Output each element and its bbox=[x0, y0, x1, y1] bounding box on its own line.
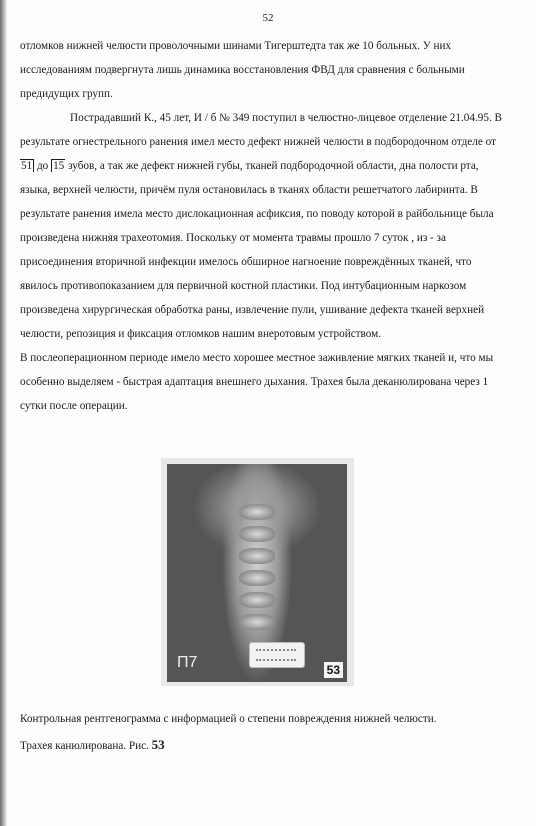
vertebra-shadow bbox=[239, 504, 275, 520]
xray-figure bbox=[161, 458, 354, 686]
body-text bbox=[20, 34, 506, 418]
case-text-part1: Пострадавший К., 45 лет, И / б № 349 поступил в челюстно-лицевое отделение 21.04.95. В результате огнестрельного ранения имел место дефект нижней челюсти в подбородочном отделе от bbox=[20, 112, 503, 148]
case-text-part2: зубов, а так же дефект нижней губы, тканей подбородочной области, дна полости рта, языка, верхней челюсти, причём пуля остановилась в тканях области решетчатого лабиринта. В результате ранения имела место дислокационная асфиксия, по поводу которой в райбольнице была произведена нижняя трахеотомия. Поскольку от момента травмы прошло 7 суток , из - за присоединения вторичной инфекции имелось обширное нагноение повреждённых тканей, что явилось противопоказанием для первичной костной пластики. Под интубационным наркозом произведена хирургическая обработка раны, извлечение пули, ушивание дефекта тканей верхней челюсти, репозиция и фиксация отломков нашим внеротовым устройством. bbox=[20, 160, 494, 340]
tooth-from-digit-b: 1 bbox=[26, 160, 33, 172]
fixation-device bbox=[249, 642, 305, 668]
vertebra-shadow bbox=[239, 526, 275, 542]
paragraph-postop: В послеоперационном периоде имело место хорошее местное заживление мягких тканей и, что мы особенно выделяем - быстрая адаптация внешнего дыхания. Трахея была деканюлирована через 1 сутки после операции. bbox=[20, 352, 494, 412]
caption-figure-ref: 53 bbox=[151, 737, 165, 752]
vertebra-shadow bbox=[239, 548, 275, 564]
figure-caption bbox=[20, 707, 520, 759]
paragraph-intro: отломков нижней челюсти проволочными шинами Тигерштедта так же 10 больных. У них исследованиям подвергнута лишь динамика восстановления ФВД для сравнения с больными предидущих групп. bbox=[20, 40, 465, 100]
figure-number-label: 53 bbox=[324, 662, 343, 678]
caption-line-2-text: Трахея канюлирована. Рис. bbox=[20, 740, 152, 752]
tooth-formula-from bbox=[20, 159, 34, 172]
xray-image bbox=[167, 464, 347, 682]
scan-edge-shadow bbox=[0, 0, 7, 826]
page-number: 52 bbox=[262, 12, 274, 24]
vertebra-shadow bbox=[239, 614, 275, 630]
tooth-to-digit-b: 5 bbox=[58, 160, 65, 172]
tooth-from-digit-a: 5 bbox=[21, 160, 27, 172]
tooth-formula-to bbox=[51, 159, 65, 172]
tooth-to-digit-a: 1 bbox=[53, 160, 59, 172]
case-text-between: до bbox=[34, 160, 52, 172]
vertebra-shadow bbox=[239, 592, 275, 608]
film-marker: Π7 bbox=[177, 654, 198, 671]
caption-line-1: Контрольная рентгенограмма с информацией о степени повреждения нижней челюсти. bbox=[20, 713, 437, 725]
caption-line-2 bbox=[20, 732, 520, 759]
paragraph-case bbox=[20, 106, 506, 346]
vertebra-shadow bbox=[239, 570, 275, 586]
